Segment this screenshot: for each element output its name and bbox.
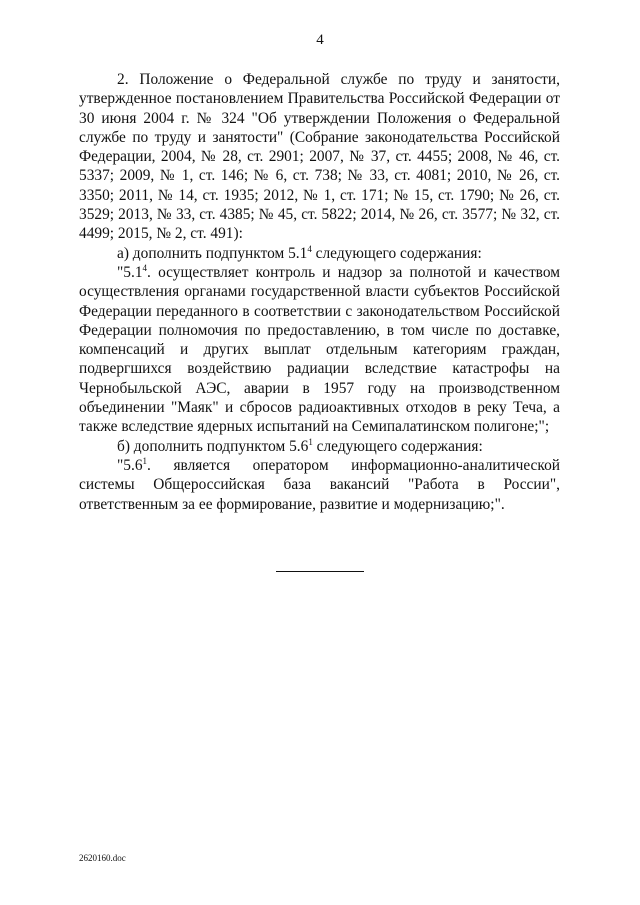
paragraph-2 xyxy=(79,70,560,244)
quote-a-superscript: 4 xyxy=(142,262,148,273)
document-body xyxy=(79,70,560,514)
item-b xyxy=(79,437,560,456)
quote-a-lead: "5.1 xyxy=(117,263,143,281)
item-a-superscript: 4 xyxy=(307,243,312,254)
quote-a-tail: . осуществляет контроль и надзор за полнотой и качеством осуществления органами государственной власти субъектов Российской Федерации переданного в соответствии с законодательством Российской Федерации полномочия по предоставлению, в том числе по доставке, компенсаций и других выплат отдельным категориям граждан, подвергшихся воздействию радиации вследствие катастрофы на Чернобыльской АЭС, аварии в 1957 году на производственном объединении "Маяк" и сбросов радиоактивных отходов в реку Теча, а также вследствие ядерных испытаний на Семипалатинском полигоне;"; xyxy=(79,263,560,436)
quote-b-lead: "5.6 xyxy=(117,456,143,474)
quote-a xyxy=(79,263,560,437)
quote-b-superscript: 1 xyxy=(142,455,148,466)
footer-filename: 2620160.doc xyxy=(79,853,126,863)
paragraph-2-text: 2. Положение о Федеральной службе по труду и занятости, утвержденное постановлением Правительства Российской Федерации от 30 июня 2004 г. № 324 "Об утверждении Положения о Федеральной службе по труду и занятости" (Собрание законодательства Российской Федерации, 2004, № 28, ст. 2901; 2007, № 37, ст. 4455; 2008, № 46, ст. 5337; 2009, № 1, ст. 146; № 6, ст. 738; № 33, ст. 4081; 2010, № 26, ст. 3350; 2011, № 14, ст. 1935; 2012, № 1, ст. 171; № 15, ст. 1790; № 26, ст. 3529; 2013, № 33, ст. 4385; № 45, ст. 5822; 2014, № 26, ст. 3577; № 32, ст. 4499; 2015, № 2, ст. 491): xyxy=(79,71,560,243)
quote-b xyxy=(79,456,560,514)
item-b-lead: б) дополнить подпунктом 5.6 xyxy=(117,437,309,455)
item-a xyxy=(79,244,560,263)
item-b-tail: следующего содержания: xyxy=(312,437,483,455)
end-divider-line xyxy=(276,571,364,572)
item-b-superscript: 1 xyxy=(308,436,313,447)
item-a-tail: следующего содержания: xyxy=(311,244,482,262)
page-number: 4 xyxy=(316,32,324,48)
item-a-lead: а) дополнить подпунктом 5.1 xyxy=(117,244,308,262)
quote-b-tail: . является оператором информационно-аналитической системы Общероссийская база вакансий "Работа в России", ответственным за ее формирование, развитие и модернизацию;". xyxy=(79,456,560,513)
